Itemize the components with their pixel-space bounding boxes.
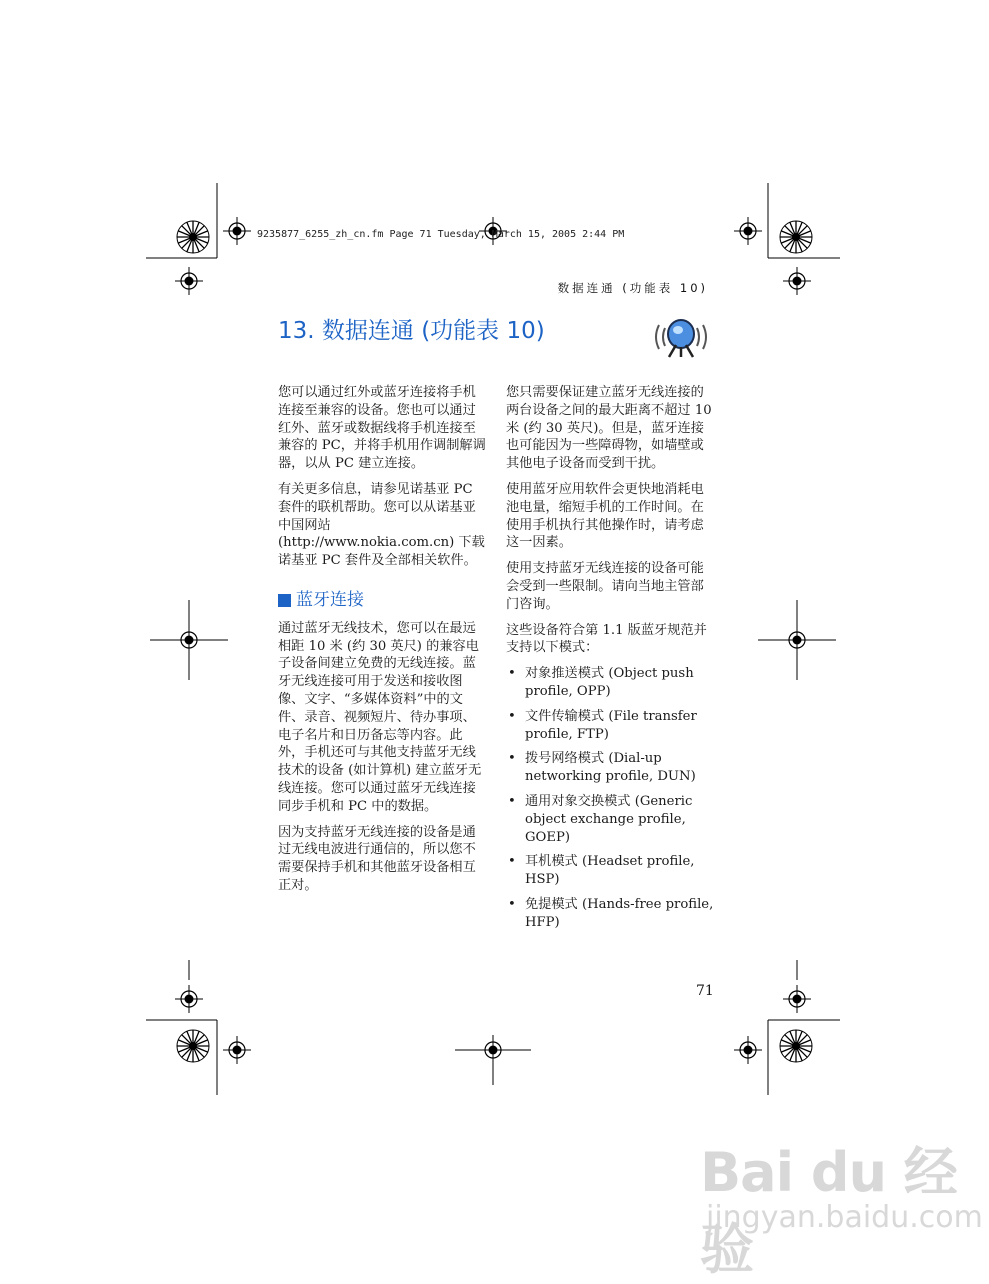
list-item: • 文件传输模式 (File transfer profile, FTP): [506, 708, 716, 744]
list-item: • 耳机模式 (Headset profile, HSP): [506, 853, 716, 889]
right-paragraph-1: 您只需要保证建立蓝牙无线连接的两台设备之间的最大距离不超过 10 米 (约 30 英尺)。但是，蓝牙连接也可能因为一些障碍物，如墙壁或其他电子设备而受到干扰。: [506, 385, 712, 472]
bluetooth-paragraph-2: 因为支持蓝牙无线连接的设备是通过无线电波进行通信的，所以您不需要保持手机和其他蓝牙设备相互正对。: [278, 824, 476, 893]
section-heading-text: 蓝牙连接: [296, 589, 364, 610]
list-item: • 免提模式 (Hands-free profile, HFP): [506, 896, 716, 932]
right-column: [506, 384, 716, 939]
bluetooth-paragraph-1: 通过蓝牙无线技术，您可以在最远相距 10 米 (约 30 英尺) 的兼容电子设备间建立免费的无线连接。蓝牙无线连接可用于发送和接收图像、文字、“多媒体资料”中的文件、录音、视频短片、待办事项、电子名片和日历备忘等内容。此外，手机还可与其他支持蓝牙无线技术的设备 (如计算机) 建立蓝牙无线连接。您可以通过蓝牙无线连接同步手机和 PC 中的数据。: [278, 620, 482, 814]
list-item: • 对象推送模式 (Object push profile, OPP): [506, 665, 716, 701]
watermark-logo: Bai du 经验: [700, 1141, 957, 1281]
chapter-title: 13. 数据连通 (功能表 10): [278, 318, 545, 344]
right-paragraph-2: 使用蓝牙应用软件会更快地消耗电池电量，缩短手机的工作时间。在使用手机执行其他操作时，请考虑这一因素。: [506, 481, 704, 551]
square-bullet-icon: [278, 594, 291, 607]
list-item: • 拨号网络模式 (Dial-up networking profile, DUN): [506, 750, 716, 786]
satellite-dish-icon: [651, 313, 711, 363]
starburst-registration-icon: [177, 221, 209, 253]
crosshair-registration-icon: [175, 985, 203, 1013]
watermark-url: jingyan.baidu.com: [706, 1200, 983, 1235]
section-heading: [278, 589, 486, 610]
starburst-registration-icon: [177, 1030, 209, 1062]
page-number: 71: [696, 983, 714, 999]
crosshair-registration-icon: [783, 985, 811, 1013]
starburst-registration-icon: [780, 1030, 812, 1062]
starburst-registration-icon: [780, 221, 812, 253]
print-header: 9235877_6255_zh_cn.fm Page 71 Tuesday, March 15, 2005 2:44 PM: [257, 229, 625, 240]
list-item: • 通用对象交换模式 (Generic object exchange profile, GOEP): [506, 793, 716, 846]
profile-list: [506, 665, 716, 931]
crosshair-registration-icon: [175, 267, 203, 295]
right-paragraph-3: 使用支持蓝牙无线连接的设备可能会受到一些限制。请向当地主管部门咨询。: [506, 561, 704, 612]
crosshair-registration-icon: [734, 1036, 762, 1064]
right-paragraph-4: 这些设备符合第 1.1 版蓝牙规范并支持以下模式：: [506, 622, 707, 656]
crosshair-registration-icon: [223, 217, 251, 245]
running-head: 数据连通 (功能表 10): [557, 281, 708, 295]
intro-paragraph-2: 有关更多信息，请参见诺基亚 PC 套件的联机帮助。您可以从诺基亚中国网站 (http://www.nokia.com.cn) 下载诺基亚 PC 套件及全部相关软件。: [278, 481, 485, 569]
crosshair-registration-icon: [734, 217, 762, 245]
crosshair-registration-icon: [783, 267, 811, 295]
intro-paragraph-1: 您可以通过红外或蓝牙连接将手机连接至兼容的设备。您也可以通过红外、蓝牙或数据线将手机连接至兼容的 PC，并将手机用作调制解调器，以从 PC 建立连接。: [278, 385, 486, 472]
left-column: [278, 384, 486, 903]
crosshair-registration-icon: [223, 1036, 251, 1064]
